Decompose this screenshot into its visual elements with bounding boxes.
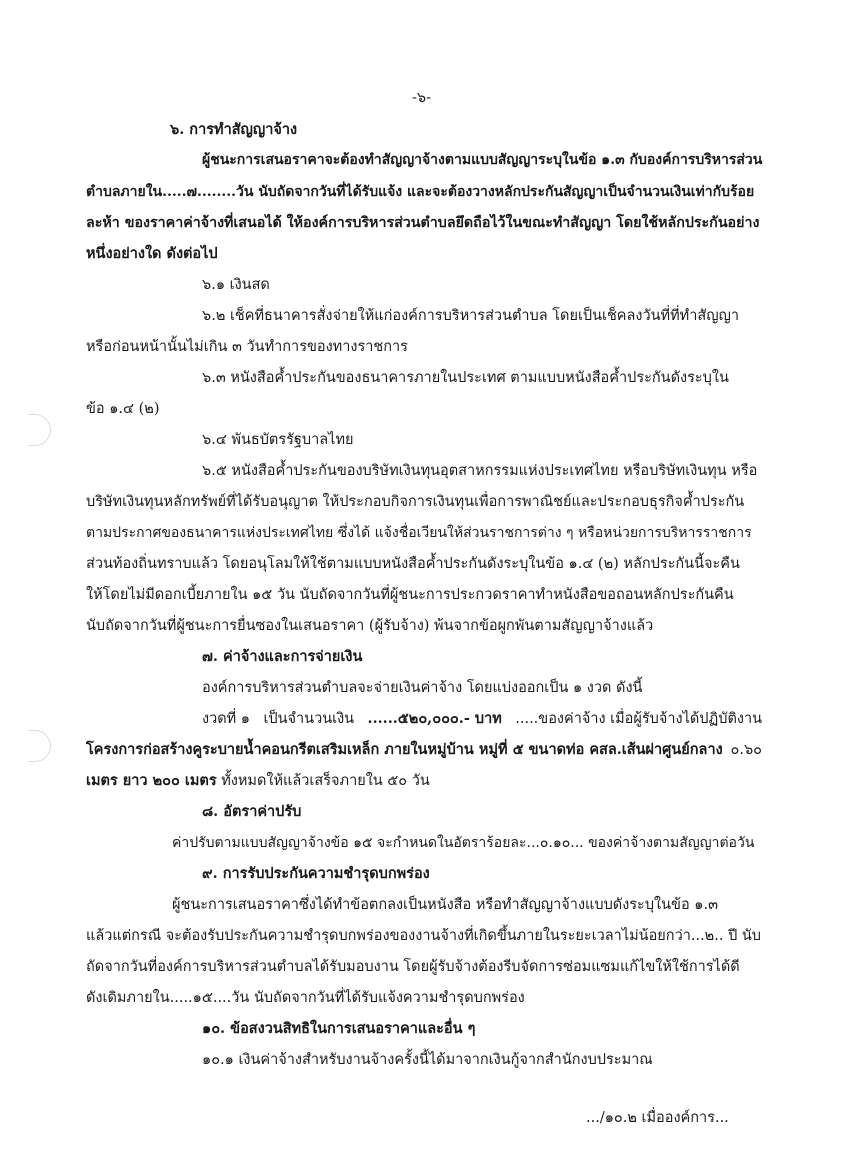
page-number: -๖- [412,90,432,106]
item-6-3-line: ข้อ ๑.๔ (๒) [86,401,160,417]
item-6-5-line: นับถัดจากวันที่ผู้ชนะการยื่นซองในเสนอราคา (ผู้รับจ้าง) พ้นจากข้อผูกพันตามสัญญาจ้างแล้ว [86,618,654,634]
project-title: โครงการก่อสร้างคูระบายน้ำคอนกรีตเสริมเหล็ก ภายในหมู่บ้าน หมู่ที่ ๕ ขนาดท่อ คสล.เส้นผ่าศูนย์กลาง [86,741,723,758]
item-6-5-line: ๖.๕ หนังสือค้ำประกันของบริษัทเงินทุนอุตสาหกรรมแห่งประเทศไทย หรือบริษัทเงินทุน หรือ [202,463,758,479]
item-6-2-line: หรือก่อนหน้านั้นไม่เกิน ๓ วันทำการของทางราชการ [86,339,408,355]
section-6-para-line: ผู้ชนะการเสนอราคาจะต้องทำสัญญาจ้างตามแบบสัญญาระบุในข้อ ๑.๓ กับองค์การบริหารส่วน [202,152,763,168]
project-line [86,738,762,762]
section-6-heading: ๖. การทำสัญญาจ้าง [170,121,298,138]
section-6-para-line: ตำบลภายใน.....๗........วัน นับถัดจากวันที่ได้รับแจ้ง และจะต้องวางหลักประกันสัญญาเป็นจำนวนเงินเท่ากับร้อย [86,184,755,200]
installment-text: .....ของค่าจ้าง เมื่อผู้รับจ้างได้ปฏิบัติงาน [515,711,762,727]
section-9-line: ถัดจากวันที่องค์การบริหารส่วนตำบลได้รับมอบงาน โดยผู้รับจ้างต้องรีบจัดการซ่อมแซมแก้ไขให้ใช้การได้ดี [86,959,740,975]
item-6-5-line: บริษัทเงินทุนหลักทรัพย์ที่ได้รับอนุญาต ให้ประกอบกิจการเงินทุนเพื่อการพาณิชย์และประกอบธุรกิจค้ำประกัน [86,494,745,510]
item-6-3-line: ๖.๓ หนังสือค้ำประกันของธนาคารภายในประเทศ ตามแบบหนังสือค้ำประกันดังระบุใน [202,370,729,386]
item-6-5-line: ส่วนท้องถิ่นทราบแล้ว โดยอนุโลมให้ใช้ตามแบบหนังสือค้ำประกันดังระบุในข้อ ๑.๔ (๒) หลักประกันนี้จะคืน [86,556,740,572]
section-9-line: ดังเดิมภายใน.....๑๕....วัน นับถัดจากวันที่ได้รับแจ้งความชำรุดบกพร่อง [86,990,525,1006]
item-6-2-line: ๖.๒ เช็คที่ธนาคารสั่งจ่ายให้แก่องค์การบริหารส่วนตำบล โดยเป็นเช็คลงวันที่ที่ทำสัญญา [202,308,740,324]
item-6-5-line: ตามประกาศของธนาคารแห่งประเทศไทย ซึ่งได้ แจ้งชื่อเวียนให้ส่วนราชการต่าง ๆ หรือหน่วยการบริหารราชการ [86,525,752,541]
section-8-heading: ๘. อัตราค่าปรับ [202,803,302,820]
item-6-1: ๖.๑ เงินสด [202,277,270,293]
item-6-5-line: ให้โดยไม่มีดอกเบี้ยภายใน ๑๕ วัน นับถัดจากวันที่ผู้ชนะการประกวดราคาทำหนังสือขอถอนหลักประกันคืน [86,587,734,603]
section-9-line: แล้วแต่กรณี จะต้องรับประกันความชำรุดบกพร่องของงานจ้างที่เกิดขึ้นภายในระยะเวลาไม่น้อยกว่า...๒.. ปี นับ [86,928,762,944]
punch-hole-mark [28,414,51,446]
section-6-para-line: ละห้า ของราคาค่าจ้างที่เสนอได้ ให้องค์การบริหารส่วนตำบลยึดถือไว้ในขณะทำสัญญา โดยใช้หลักประกันอย่าง [86,215,760,231]
punch-hole-mark [28,730,51,762]
installment-line [202,707,762,731]
section-10-line: ๑๐.๑ เงินค่าจ้างสำหรับงานจ้างครั้งนี้ได้มาจากเงินกู้จากสำนักงบประมาณ [202,1052,653,1068]
section-7-line: องค์การบริหารส่วนตำบลจะจ่ายเงินค่าจ้าง โดยแบ่งออกเป็น ๑ งวด ดังนี้ [202,680,643,696]
project-length: เมตร ยาว ๒๐๐ เมตร [86,772,217,789]
continuation-note: .../๑๐.๒ เมื่อองค์การ... [586,1110,729,1126]
section-10-heading: ๑๐. ข้อสงวนสิทธิในการเสนอราคาและอื่น ๆ [202,1020,476,1037]
installment-text: เป็นจำนวนเงิน [263,711,355,727]
section-8-line: ค่าปรับตามแบบสัญญาจ้างข้อ ๑๕ จะกำหนดในอัตราร้อยละ...๐.๑๐... ของค่าจ้างตามสัญญาต่อวัน [172,835,755,851]
section-9-heading: ๙. การรับประกันความชำรุดบกพร่อง [202,865,430,882]
project-deadline: ทั้งหมดให้แล้วเสร็จภายใน ๕๐ วัน [216,773,430,789]
section-9-line: ผู้ชนะการเสนอราคาซึ่งได้ทำข้อตกลงเป็นหนังสือ หรือทำสัญญาจ้างแบบดังระบุในข้อ ๑.๓ [172,897,719,913]
section-7-heading: ๗. ค่าจ้างและการจ่ายเงิน [202,648,363,665]
installment-label: งวดที่ ๑ [202,711,251,727]
project-line [86,769,430,793]
item-6-4: ๖.๔ พันธบัตรรัฐบาลไทย [202,432,354,448]
section-6-para-line: หนึ่งอย่างใด ดังต่อไป [86,245,218,262]
project-diameter: ๐.๖๐ [730,742,762,758]
installment-amount: ......๕๒๐,๐๐๐.- บาท [367,710,502,727]
